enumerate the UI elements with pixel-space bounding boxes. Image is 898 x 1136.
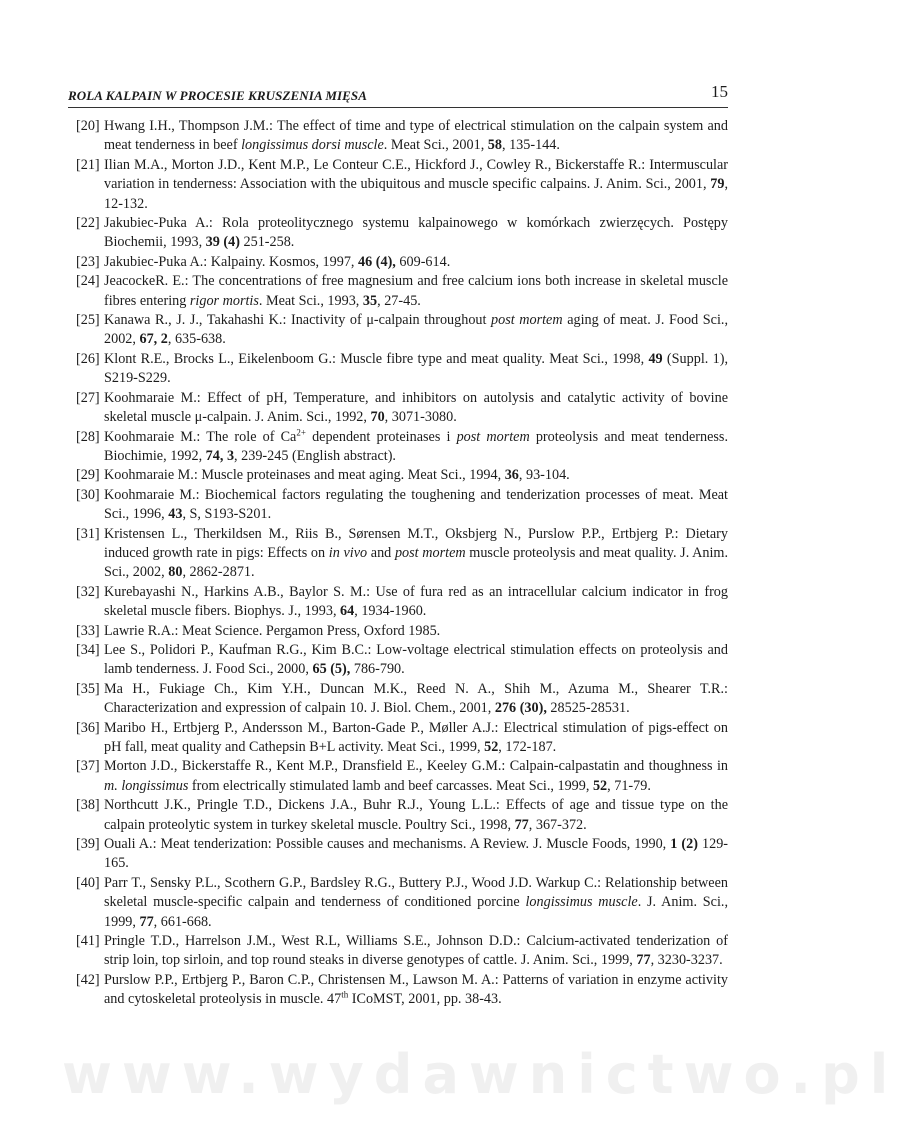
text-run: Hwang I.H., Thompson J.M.: The effect of time and type of electrical stimulation on the calpain system and meat tenderness in beef (104, 118, 728, 154)
reference-number: [25] (76, 312, 100, 329)
text-run: , S, S193-S201. (182, 506, 272, 523)
text-run: , 71-79. (607, 777, 651, 794)
reference-item (76, 680, 728, 719)
reference-number: [40] (76, 874, 100, 891)
italic-run: in vivo (328, 544, 368, 561)
reference-number: [42] (76, 971, 100, 988)
text-run: , 2862-2871. (182, 564, 255, 581)
text-run: , 27-45. (377, 292, 421, 309)
reference-list (76, 117, 728, 1010)
reference-number: [26] (76, 350, 100, 367)
text-run: Kristensen L., Therkildsen M., Riis B., Sørensen M.T., Oksbjerg N., Purslow P.P., Ertbjerg P.: Dietary induced growth rate in pigs: Effects on (104, 525, 728, 561)
bold-run: 65 (5), (312, 661, 351, 678)
bold-run: 74, 3 (205, 447, 235, 464)
reference-number: [28] (76, 428, 100, 445)
text-run: 786-790. (350, 661, 405, 678)
reference-number: [29] (76, 467, 100, 484)
text-run: Ouali A.: Meat tenderization: Possible causes and mechanisms. A Review. J. Muscle Foods, 1990, (104, 836, 671, 853)
text-run: , 661-668. (153, 913, 212, 930)
bold-run: 77 (139, 913, 154, 930)
text-run: , 1934-1960. (354, 603, 427, 620)
reference-item (76, 486, 728, 525)
reference-item (76, 214, 728, 253)
reference-item (76, 156, 728, 214)
bold-run: 70 (370, 409, 385, 426)
bold-run: 80 (168, 564, 183, 581)
text-run: Maribo H., Ertbjerg P., Andersson M., Barton-Gade P., Møller A.J.: Electrical stimulation of pigs-effect on pH fall, meat quality and Cathepsin B+L activity. Meat Sci., 1999, (104, 719, 728, 755)
text-run: . Meat Sci., 1993, (258, 292, 363, 309)
text-run: Lee S., Polidori P., Kaufman R.G., Kim B.C.: Low-voltage electrical stimulation effects on proteolysis and lamb tenderness. J. Food Sci., 2000, (104, 641, 728, 678)
text-run: ICoMST, 2001, pp. 38-43. (348, 991, 502, 1008)
italic-run: post mortem (456, 428, 530, 445)
reference-item (76, 796, 728, 835)
reference-number: [21] (76, 156, 100, 173)
reference-number: [33] (76, 622, 100, 639)
reference-item (76, 525, 728, 583)
italic-run: longissimus muscle (525, 894, 638, 911)
text-run: Pringle T.D., Harrelson J.M., West R.L, Williams S.E., Johnson D.D.: Calcium-activated tenderization of strip loin, top sirloin, and top round steaks in diverse genotypes of cattle. J. Anim. Sci., 1999, (104, 933, 728, 969)
italic-run: post mortem (394, 544, 466, 561)
text-run: 609-614. (395, 253, 451, 270)
reference-number: [20] (76, 118, 100, 134)
text-run: Kurebayashi N., Harkins A.B., Baylor S. M.: Use of fura red as an intracellular calcium indicator in frog skeletal muscle fibers. Biophys. J., 1993, (104, 583, 728, 620)
text-run: 251-258. (239, 234, 295, 251)
reference-number: [30] (76, 486, 100, 503)
text-run: dependent proteinases i (305, 428, 457, 445)
header-rule (68, 107, 728, 108)
page-number: 15 (711, 82, 728, 101)
text-run: (Suppl. 1), S219-S229. (104, 350, 728, 387)
text-run: , 135-144. (501, 137, 560, 154)
text-run: and (367, 544, 395, 561)
text-run: proteolysis and meat tenderness. Biochimie, 1992, (104, 428, 729, 464)
reference-item (76, 932, 728, 971)
reference-number: [31] (76, 525, 100, 542)
text-run: , 3071-3080. (384, 409, 457, 426)
reference-number: [38] (76, 797, 100, 814)
watermark: www.wydawnictwo.pl (62, 1043, 898, 1106)
bold-run: 67, 2 (139, 331, 168, 348)
italic-run: longissimus dorsi muscle (241, 137, 384, 154)
bold-run: 52 (592, 777, 608, 794)
text-run: . Meat Sci., 2001, (383, 137, 488, 154)
running-header (68, 82, 728, 108)
italic-run: rigor mortis (189, 292, 259, 309)
bold-run: 276 (30), (494, 700, 547, 717)
reference-number: [23] (76, 253, 100, 270)
text-run: 129-165. (104, 836, 729, 872)
bold-run: 77 (636, 952, 651, 969)
text-run: JeacockeR. E.: The concentrations of free magnesium and free calcium ions both increase in skeletal muscle fibres entering (104, 273, 728, 309)
text-run: , 239-245 (English abstract). (234, 447, 396, 464)
text-run: aging of meat. J. Food Sci., 2002, (104, 312, 728, 348)
italic-run: m. longissimus (104, 777, 189, 794)
bold-run: 77 (514, 816, 529, 833)
text-run: Klont R.E., Brocks L., Eikelenboom G.: Muscle fibre type and meat quality. Meat Sci., 1998, (104, 350, 649, 367)
reference-item (76, 311, 728, 350)
bold-run: 39 (4) (205, 234, 240, 251)
reference-number: [32] (76, 583, 100, 600)
text-run: Jakubiec-Puka A.: Kalpainy. Kosmos, 1997, (104, 253, 359, 270)
bold-run: 79 (710, 176, 725, 193)
reference-item (76, 117, 728, 156)
text-run: muscle proteolysis and meat quality. J. Anim. Sci., 2002, (104, 544, 728, 581)
reference-number: [36] (76, 719, 100, 736)
bold-run: 43 (168, 506, 183, 523)
text-run: Northcutt J.K., Pringle T.D., Dickens J.A., Buhr R.J., Young L.L.: Effects of age and tissue type on the calpain proteolytic system in turkey skeletal muscle. Poultry Sci., 1998, (104, 797, 728, 833)
text-run: Lawrie R.A.: Meat Science. Pergamon Press, Oxford 1985. (104, 622, 441, 639)
text-run: , 12-132. (104, 176, 728, 212)
reference-item (76, 389, 728, 428)
reference-item (76, 428, 728, 467)
text-run: Koohmaraie M.: Effect of pH, Temperature, and inhibitors on autolysis and catalytic activity of bovine skeletal muscle μ-calpain. J. Anim. Sci., 1992, (104, 389, 728, 426)
reference-item (76, 874, 728, 932)
text-run: , 172-187. (498, 739, 557, 755)
superscript: 2+ (296, 426, 306, 437)
reference-item (76, 971, 728, 1010)
reference-item (76, 757, 728, 796)
reference-item (76, 622, 728, 641)
bold-run: 64 (340, 603, 355, 620)
bold-run: 58 (487, 137, 502, 154)
reference-item (76, 719, 728, 758)
text-run: , 635-638. (167, 331, 226, 348)
bold-run: 49 (648, 350, 663, 367)
reference-item (76, 835, 728, 874)
reference-number: [37] (76, 758, 100, 775)
italic-run: post mortem (491, 312, 563, 329)
reference-number: [41] (76, 933, 100, 950)
bold-run: 52 (484, 739, 499, 755)
reference-item (76, 466, 728, 485)
reference-item (76, 641, 728, 680)
text-run: Koohmaraie M.: Muscle proteinases and meat aging. Meat Sci., 1994, (104, 467, 505, 484)
text-run: , 3230-3237. (650, 952, 723, 969)
reference-number: [34] (76, 641, 100, 658)
text-run: Koohmaraie M.: Biochemical factors regulating the toughening and tenderization processes of meat. Meat Sci., 1996, (104, 486, 728, 523)
reference-number: [35] (76, 680, 100, 697)
bold-run: 36 (504, 467, 519, 484)
text-run: 28525-28531. (546, 700, 630, 717)
text-run: Morton J.D., Bickerstaffe R., Kent M.P., Dransfield E., Keeley G.M.: Calpain-calpastatin and thoughness in (104, 758, 728, 775)
reference-number: [22] (76, 215, 100, 232)
reference-number: [24] (76, 273, 100, 290)
reference-number: [27] (76, 389, 100, 406)
text-run: , 93-104. (518, 467, 570, 484)
reference-item (76, 272, 728, 311)
text-run: Ilian M.A., Morton J.D., Kent M.P., Le Conteur C.E., Hickford J., Cowley R., Bickerstaffe R.: Intermuscular variation in tenderness: Association with the ubiquitous and muscle specific calpains. J. Anim. Sci., 2001, (104, 156, 728, 193)
reference-item (76, 350, 728, 389)
bold-run: 35 (362, 292, 378, 309)
text-run: Kanawa R., J. J., Takahashi K.: Inactivity of μ-calpain throughout (104, 312, 492, 329)
reference-item (76, 583, 728, 622)
reference-item (76, 253, 728, 272)
text-run: from electrically stimulated lamb and beef carcasses. Meat Sci., 1999, (188, 777, 593, 794)
superscript: th (341, 989, 349, 1000)
text-run: Koohmaraie M.: The role of Ca (104, 428, 297, 445)
bold-run: 46 (4), (358, 253, 396, 270)
text-run: , 367-372. (528, 816, 587, 833)
running-title: ROLA KALPAIN W PROCESIE KRUSZENIA MIĘSA (68, 88, 368, 103)
text-run: Ma H., Fukiage Ch., Kim Y.H., Duncan M.K., Reed N. A., Shih M., Azuma M., Shearer T.R.: Characterization and expression of calpain 10. J. Biol. Chem., 2001, (104, 680, 728, 717)
text-run: Jakubiec-Puka A.: Rola proteolitycznego systemu kalpainowego w komórkach zwierzęcych. Postępy Biochemii, 1993, (104, 215, 728, 251)
text-run: Parr T., Sensky P.L., Scothern G.P., Bardsley R.G., Buttery P.J., Wood J.D. Warkup C.: Relationship between skeletal muscle-specific calpain and tenderness of conditioned porcine (104, 874, 728, 911)
text-run: Purslow P.P., Ertbjerg P., Baron C.P., Christensen M., Lawson M. A.: Patterns of variation in enzyme activity and cytoskeletal proteolysis in muscle. 47 (104, 971, 728, 1008)
bold-run: 1 (2) (670, 836, 698, 853)
reference-number: [39] (76, 836, 100, 853)
text-run: . J. Anim. Sci., 1999, (104, 894, 729, 930)
